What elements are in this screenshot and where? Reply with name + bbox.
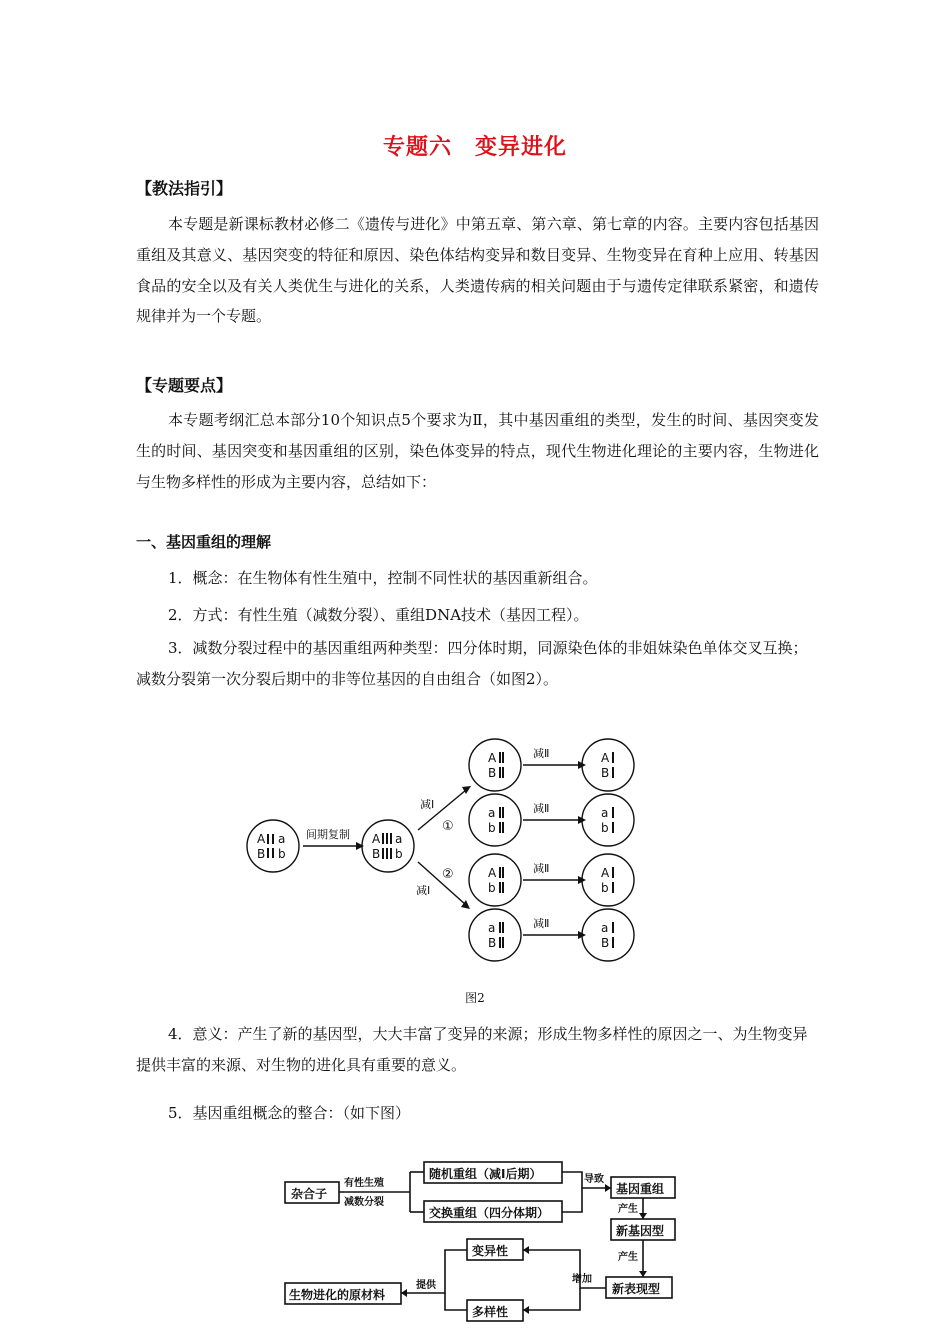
section-heading-teaching-guide: 【教法指引】 — [136, 179, 233, 198]
list-item-types: 3．减数分裂过程中的基因重组两种类型：四分体时期，同源染色体的非姐妹染色单体交叉互换；减数分裂第一次分裂后期中的非等位基因的自由组合（如图2）。 — [136, 639, 808, 688]
allele-label: A — [601, 751, 610, 765]
label-meiosis2: 减Ⅱ — [533, 862, 550, 875]
node-new-phenotype: 新表现型 — [612, 1282, 661, 1296]
node-zygote: 杂合子 — [291, 1187, 328, 1201]
list-item-method: 2．方式：有性生殖（减数分裂）、重组DNA技术（基因工程）。 — [168, 606, 589, 624]
allele-label: A — [257, 832, 266, 846]
label-meiosis2: 减Ⅱ — [533, 747, 550, 760]
node-new-genotype: 新基因型 — [616, 1224, 665, 1238]
figure-caption: 图2 — [465, 991, 485, 1005]
node-random-recombination: 随机重组（减Ⅰ后期） — [429, 1167, 542, 1181]
label-meiosis1-bottom: 减Ⅰ — [416, 884, 431, 897]
allele-label: a — [488, 921, 496, 935]
node-diversity: 多样性 — [472, 1305, 509, 1319]
allele-label: b — [601, 821, 609, 835]
paragraph-key-points: 本专题考纲汇总本部分10个知识点5个要求为Ⅱ，其中基因重组的类型，发生的时间、基因突变发生的时间、基因突变和基因重组的区别，染色体变异的特点，现代生物进化理论的主要内容，生物进化与生物多样性的形成为主要内容，总结如下： — [136, 411, 819, 491]
node-gene-recombination: 基因重组 — [616, 1182, 665, 1196]
figure-meiosis-diagram — [240, 730, 660, 970]
allele-label: A — [488, 866, 497, 880]
node-crossover: 交换重组（四分体期） — [429, 1206, 550, 1220]
allele-label: a — [488, 806, 496, 820]
list-item-significance: 4．意义：产生了新的基因型，大大丰富了变异的来源；形成生物多样性的原因之一、为生物变异提供丰富的来源、对生物的进化具有重要的意义。 — [136, 1025, 808, 1074]
allele-label: b — [278, 847, 286, 861]
edge-label-meiosis: 减数分裂 — [344, 1197, 384, 1208]
allele-label: A — [372, 832, 381, 846]
allele-label: B — [601, 936, 610, 950]
label-meiosis2: 减Ⅱ — [533, 917, 550, 930]
allele-label: b — [395, 847, 403, 861]
allele-label: a — [601, 921, 609, 935]
edge-label-leads-to: 导致 — [584, 1174, 604, 1185]
label-path-2: ② — [442, 867, 454, 882]
list-item-concept: 1．概念：在生物体有性生殖中，控制不同性状的基因重新组合。 — [168, 569, 598, 587]
label-path-1: ① — [442, 819, 454, 834]
list-item-integration: 5．基因重组概念的整合：（如下图） — [168, 1104, 411, 1122]
subheading-gene-recombination: 一、基因重组的理解 — [136, 533, 272, 551]
allele-label: B — [488, 766, 497, 780]
allele-label: a — [601, 806, 609, 820]
page-title: 专题六 变异进化 — [382, 135, 567, 160]
allele-label: B — [257, 847, 266, 861]
allele-label: b — [601, 881, 609, 895]
label-meiosis1-top: 减Ⅰ — [420, 798, 435, 811]
label-meiosis2: 减Ⅱ — [533, 802, 550, 815]
allele-label: B — [488, 936, 497, 950]
allele-label: B — [601, 766, 610, 780]
allele-label: A — [488, 751, 497, 765]
concept-map-diagram — [280, 1152, 680, 1332]
label-replication: 间期复制 — [306, 828, 350, 841]
allele-label: a — [395, 832, 403, 846]
allele-label: A — [601, 866, 610, 880]
edge-label-provide: 提供 — [416, 1280, 436, 1291]
allele-label: B — [372, 847, 381, 861]
edge-label-increase: 增加 — [572, 1274, 592, 1285]
edge-label-sexual-reproduction: 有性生殖 — [344, 1178, 384, 1189]
edge-label-produce: 产生 — [618, 1204, 638, 1215]
edge-label-produce: 产生 — [618, 1252, 638, 1263]
allele-label: a — [278, 832, 286, 846]
allele-label: b — [488, 881, 496, 895]
paragraph-teaching-guide: 本专题是新课标教材必修二《遗传与进化》中第五章、第六章、第七章的内容。主要内容包括基因重组及其意义、基因突变的特征和原因、染色体结构变异和数目变异、生物变异在育种上应用、转基因食品的安全以及有关人类优生与进化的关系，人类遗传病的相关问题由于与遗传定律联系紧密，和遗传规律并为一个专题。 — [136, 215, 819, 326]
node-raw-material: 生物进化的原材料 — [289, 1288, 386, 1302]
node-variability: 变异性 — [472, 1244, 509, 1258]
allele-label: b — [488, 821, 496, 835]
section-heading-key-points: 【专题要点】 — [136, 376, 233, 395]
